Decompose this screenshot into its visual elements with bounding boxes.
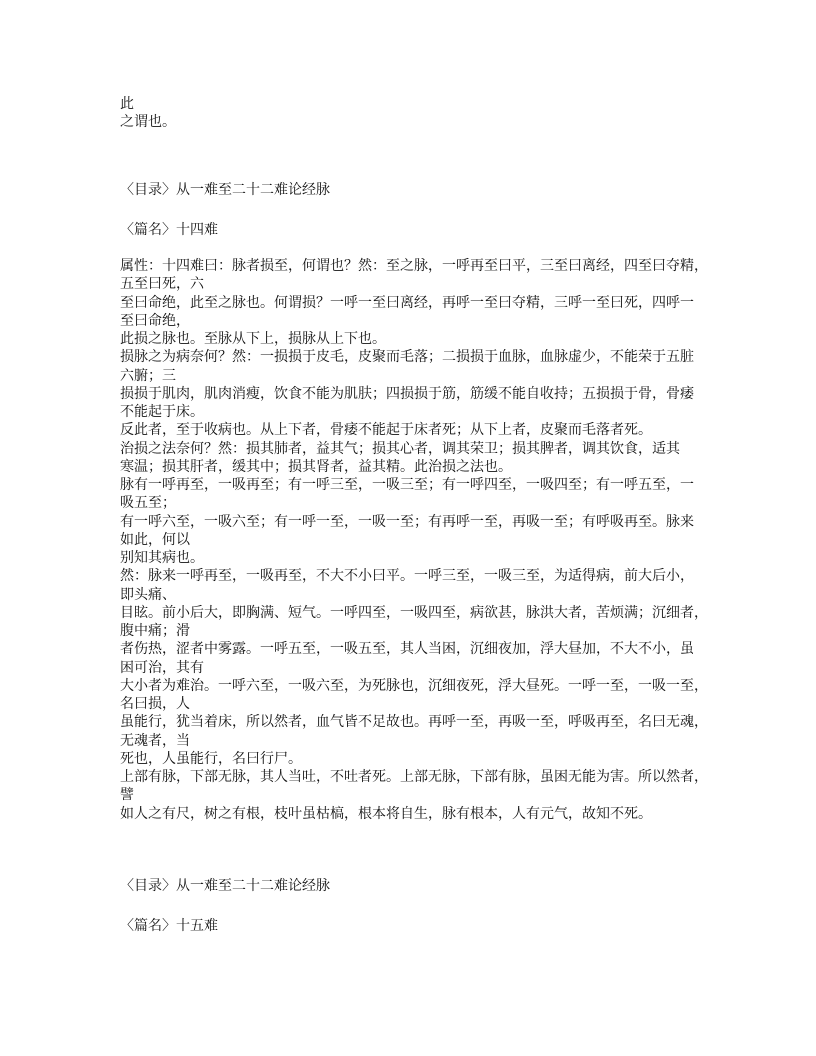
text-line: 至曰命绝，此至之脉也。何谓损？一呼一至曰离经，再呼一至曰夺精，三呼一至曰死，四呼一 [120, 294, 694, 311]
text-line: 治损之法奈何？然：损其肺者，益其气；损其心者，调其荣卫；损其脾者，调其饮食，适其 [120, 440, 680, 457]
text-line: 反此者，至于收病也。从上下者，骨痿不能起于床者死；从下上者，皮聚而毛落者死。 [120, 422, 652, 439]
text-line: 五至曰死，六 [120, 276, 204, 293]
text-line: 脉有一呼再至，一吸再至；有一呼三至，一吸三至；有一呼四至，一吸四至；有一呼五至，一 [120, 477, 694, 493]
text-line: 有一呼六至，一吸六至；有一呼一至，一吸一至；有再呼一至，再吸一至；有呼吸再至。脉来 [120, 513, 694, 530]
text-line: 六腑；三 [120, 367, 176, 384]
text-line: 困可治，其有 [120, 659, 204, 676]
text-line: 如人之有尺，树之有根，枝叶虽枯槁，根本将自生，脉有根本，人有元气，故知不死。 [120, 805, 652, 822]
text-line: 上部有脉，下部无脉，其人当吐，不吐者死。上部无脉，下部有脉，虽困无能为害。所以然者， [120, 769, 708, 785]
text-line: 即头痛、 [120, 586, 176, 603]
text-line: 之谓也。 [120, 114, 176, 131]
text-line: 腹中痛；滑 [120, 623, 190, 639]
text-line: 无魂者，当 [120, 732, 190, 749]
text-line: 名曰损，人 [120, 696, 190, 712]
text-line: 属性：十四难曰：脉者损至，何谓也？然：至之脉，一呼再至曰平，三至曰离经，四至曰夺精， [120, 258, 708, 274]
section14-title: 〈篇名〉十四难 [120, 222, 218, 238]
section14-catalog: 〈目录〉从一难至二十二难论经脉 [120, 182, 330, 198]
text-line: 此损之脉也。至脉从下上，损脉从上下也。 [120, 331, 386, 347]
text-line: 者伤热，涩者中雾露。一呼五至，一吸五至，其人当困，沉细夜加，浮大昼加，不大不小，虽 [120, 641, 694, 658]
text-line: 大小者为难治。一呼六至，一吸六至，为死脉也，沉细夜死，浮大昼死。一呼一至，一吸一至， [120, 677, 708, 694]
text-line: 目眩。前小后大，即胸满、短气。一呼四至，一吸四至，病欲甚，脉洪大者，苦烦满；沉细者， [120, 604, 708, 621]
intro-text [120, 95, 176, 132]
text-line: 别知其病也。 [120, 550, 204, 566]
text-line: 吸五至； [120, 495, 176, 512]
text-line: 死也，人虽能行，名曰行尸。 [120, 750, 302, 767]
text-line: 譬 [120, 787, 134, 804]
section15-title: 〈篇名〉十五难 [120, 918, 218, 934]
section14-body [120, 257, 708, 823]
text-line: 寒温；损其肝者，缓其中；损其肾者，益其精。此治损之法也。 [120, 458, 512, 475]
text-line: 至曰命绝， [120, 312, 190, 329]
text-line: 然：脉来一呼再至，一吸再至，不大不小曰平。一呼三至，一吸三至，为适得病，前大后小， [120, 568, 694, 585]
text-line: 损脉之为病奈何？然：一损损于皮毛，皮聚而毛落；二损损于血脉，血脉虚少，不能荣于五脏 [120, 349, 694, 366]
text-line: 此 [120, 96, 134, 112]
text-line: 如此，何以 [120, 531, 190, 548]
text-line: 虽能行，犹当着床，所以然者，血气皆不足故也。再呼一至，再吸一至，呼吸再至，名曰无魂， [120, 714, 708, 731]
text-line: 损损于肌肉，肌肉消瘦，饮食不能为肌肤；四损损于筋，筋缓不能自收持；五损损于骨，骨痿 [120, 385, 694, 402]
section15-catalog: 〈目录〉从一难至二十二难论经脉 [120, 878, 330, 894]
text-line: 不能起于床。 [120, 404, 204, 420]
